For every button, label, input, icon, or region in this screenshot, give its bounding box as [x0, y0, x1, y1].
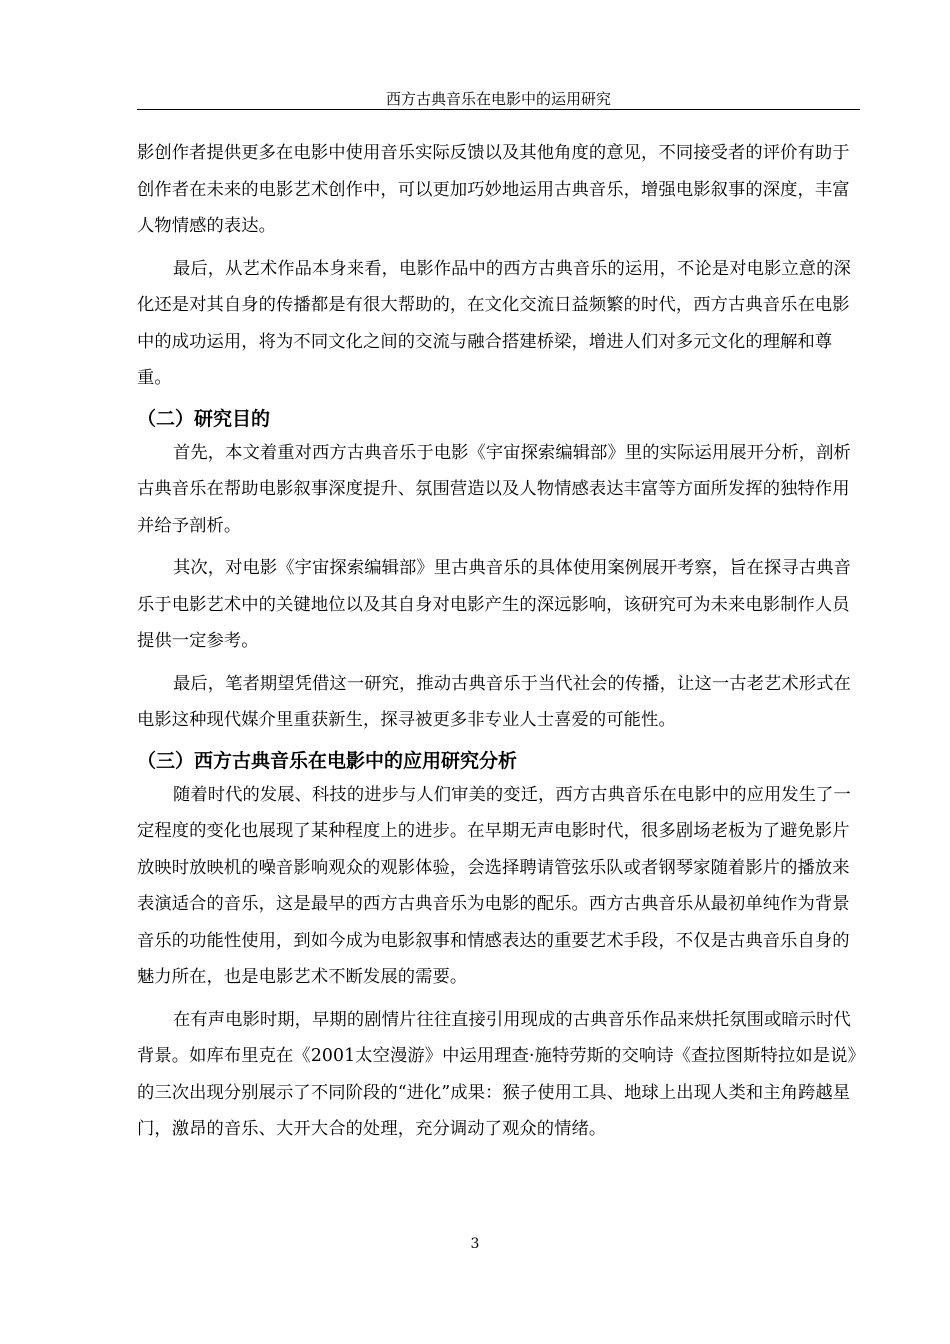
paragraph-purpose-first: 首先，本文着重对西方古典音乐于电影《宇宙探索编辑部》里的实际运用展开分析，剖析古典音乐在帮助电影叙事深度提升、氛围营造以及人物情感表达丰富等方面所发挥的独特作用并给予剖析。 [137, 442, 851, 536]
paragraph-purpose-second: 其次，对电影《宇宙探索编辑部》里古典音乐的具体使用案例展开考察，旨在探寻古典音乐于电影艺术中的关键地位以及其自身对电影产生的深远影响，该研究可为未来电影制作人员提供一定参考。 [137, 558, 851, 651]
page-number: 3 [470, 1236, 480, 1252]
paragraph-analysis-sound-era: 在有声电影时期，早期的剧情片往往直接引用现成的古典音乐作品来烘托氛围或暗示时代背景。如库布里克在《2001太空漫游》中运用理查·施特劳斯的交响诗《查拉图斯特拉如是说》的三次出现分别展示了不同阶段的“进化”成果：猴子使用工具、地球上出现人类和主角跨越星门，激昂的音乐、大开大合的处理，充分调动了观众的情绪。 [137, 1009, 857, 1139]
running-header: 西方古典音乐在电影中的运用研究 [385, 90, 611, 108]
paragraph-analysis-history: 随着时代的发展、科技的进步与人们审美的变迁，西方古典音乐在电影中的应用发生了一定程度的变化也展现了某种程度上的进步。在早期无声电影时代，很多剧场老板为了避免影片放映时放映机的噪音影响观众的观影体验，会选择聘请管弦乐队或者钢琴家随着影片的播放来表演适合的音乐，这是最早的西方古典音乐为电影的配乐。西方古典音乐从最初单纯作为背景音乐的功能性使用，到如今成为电影叙事和情感表达的重要艺术手段，不仅是古典音乐自身的魅力所在，也是电影艺术不断发展的需要。 [137, 784, 851, 987]
header-rule [137, 109, 860, 110]
paragraph-continued: 影创作者提供更多在电影中使用音乐实际反馈以及其他角度的意见，不同接受者的评价有助于创作者在未来的电影艺术创作中，可以更加巧妙地运用古典音乐，增强电影叙事的深度，丰富人物情感的表达。 [137, 143, 850, 236]
page-body [137, 135, 860, 1148]
section-heading-analysis: （三）西方古典音乐在电影中的应用研究分析 [137, 749, 518, 772]
paragraph-purpose-third: 最后，笔者期望凭借这一研究，推动古典音乐于当代社会的传播，让这一古老艺术形式在电影这种现代媒介里重获新生，探寻被更多非专业人士喜爱的可能性。 [137, 673, 851, 730]
paragraph-finally: 最后，从艺术作品本身来看，电影作品中的西方古典音乐的运用，不论是对电影立意的深化还是对其自身的传播都是有很大帮助的，在文化交流日益频繁的时代，西方古典音乐在电影中的成功运用，将为不同文化之间的交流与融合搭建桥梁，增进人们对多元文化的理解和尊重。 [137, 258, 851, 388]
section-heading-purpose: （二）研究目的 [137, 407, 271, 430]
